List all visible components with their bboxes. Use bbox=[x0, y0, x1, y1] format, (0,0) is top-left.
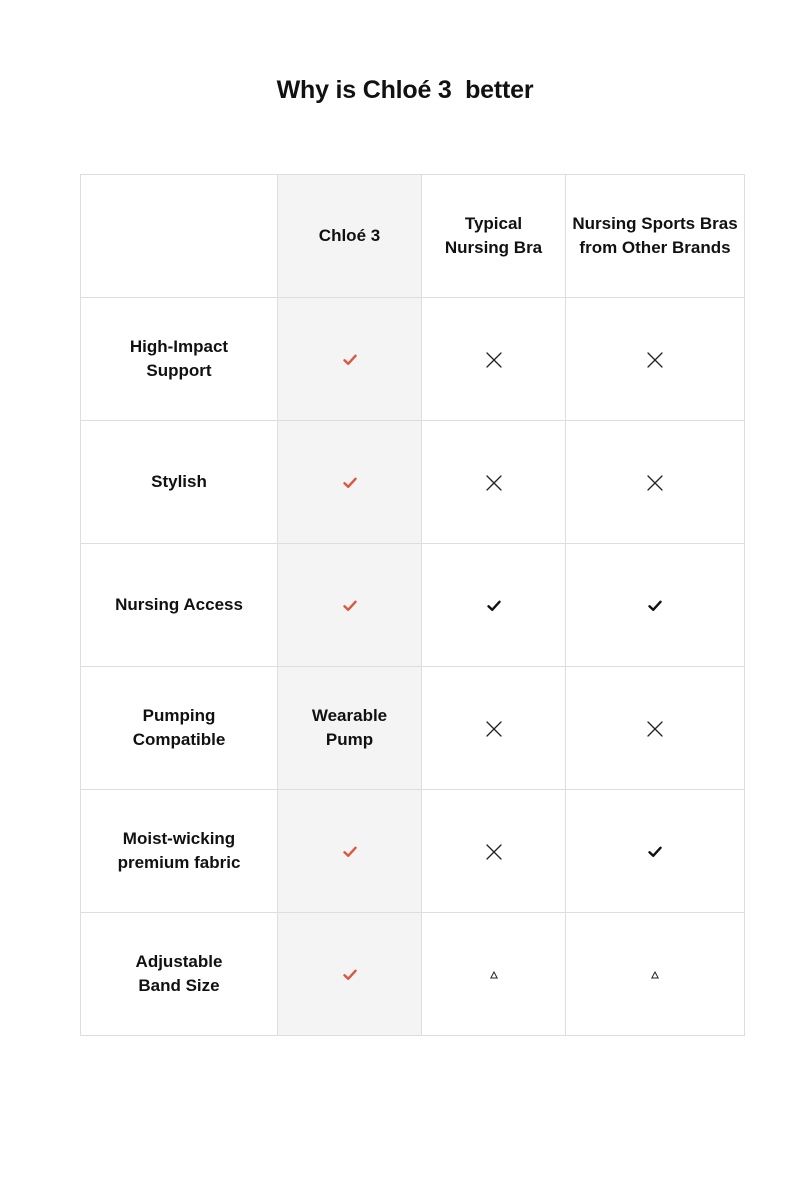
typical-cell bbox=[422, 421, 566, 544]
cross-icon bbox=[647, 721, 663, 737]
table-row bbox=[81, 667, 745, 790]
other-cell bbox=[566, 544, 745, 667]
check-icon bbox=[343, 477, 357, 489]
check-icon bbox=[343, 846, 357, 858]
cross-icon bbox=[486, 352, 502, 368]
chloe-cell bbox=[278, 667, 422, 790]
other-cell bbox=[566, 913, 745, 1036]
page-title: Why is Chloé 3 better bbox=[276, 76, 534, 104]
chloe-cell bbox=[278, 790, 422, 913]
feature-label: Stylish bbox=[151, 472, 207, 491]
cross-icon bbox=[486, 721, 502, 737]
typical-cell bbox=[422, 913, 566, 1036]
feature-cell bbox=[81, 667, 278, 790]
feature-cell bbox=[81, 298, 278, 421]
table-row bbox=[81, 421, 745, 544]
feature-label: High-Impact Support bbox=[129, 337, 229, 380]
check-icon bbox=[648, 846, 662, 858]
check-icon bbox=[487, 600, 501, 612]
header-feature-cell bbox=[81, 175, 278, 298]
other-cell bbox=[566, 298, 745, 421]
chloe-cell bbox=[278, 298, 422, 421]
header-typical-cell bbox=[422, 175, 566, 298]
comparison-table-body bbox=[81, 175, 745, 1036]
chloe-cell bbox=[278, 544, 422, 667]
typical-cell bbox=[422, 667, 566, 790]
chloe-cell bbox=[278, 913, 422, 1036]
header-row bbox=[81, 175, 745, 298]
other-cell bbox=[566, 421, 745, 544]
typical-cell bbox=[422, 298, 566, 421]
header-chloe-cell bbox=[278, 175, 422, 298]
feature-label: Adjustable Band Size bbox=[135, 952, 223, 995]
table-row bbox=[81, 913, 745, 1036]
chloe-cell bbox=[278, 421, 422, 544]
check-icon bbox=[648, 600, 662, 612]
table-row bbox=[81, 298, 745, 421]
cross-icon bbox=[647, 475, 663, 491]
chloe-value-text: Wearable Pump bbox=[311, 706, 388, 749]
header-other-cell bbox=[566, 175, 745, 298]
header-chloe-label: Chloé 3 bbox=[318, 226, 381, 245]
triangle-icon bbox=[651, 971, 659, 979]
table-row bbox=[81, 544, 745, 667]
typical-cell bbox=[422, 790, 566, 913]
cross-icon bbox=[647, 352, 663, 368]
feature-label: Moist-wicking premium fabric bbox=[117, 829, 241, 872]
triangle-icon bbox=[490, 971, 498, 979]
cross-icon bbox=[486, 475, 502, 491]
check-icon bbox=[343, 600, 357, 612]
header-other-label: Nursing Sports Bras from Other Brands bbox=[572, 214, 738, 257]
cross-icon bbox=[486, 844, 502, 860]
feature-cell bbox=[81, 913, 278, 1036]
feature-label: Nursing Access bbox=[115, 595, 243, 614]
feature-cell bbox=[81, 790, 278, 913]
other-cell bbox=[566, 790, 745, 913]
check-icon bbox=[343, 969, 357, 981]
table-row bbox=[81, 790, 745, 913]
feature-label: Pumping Compatible bbox=[132, 706, 226, 749]
comparison-table bbox=[80, 174, 745, 1036]
feature-cell bbox=[81, 544, 278, 667]
check-icon bbox=[343, 354, 357, 366]
other-cell bbox=[566, 667, 745, 790]
header-typical-label: Typical Nursing Bra bbox=[444, 214, 543, 257]
feature-cell bbox=[81, 421, 278, 544]
typical-cell bbox=[422, 544, 566, 667]
